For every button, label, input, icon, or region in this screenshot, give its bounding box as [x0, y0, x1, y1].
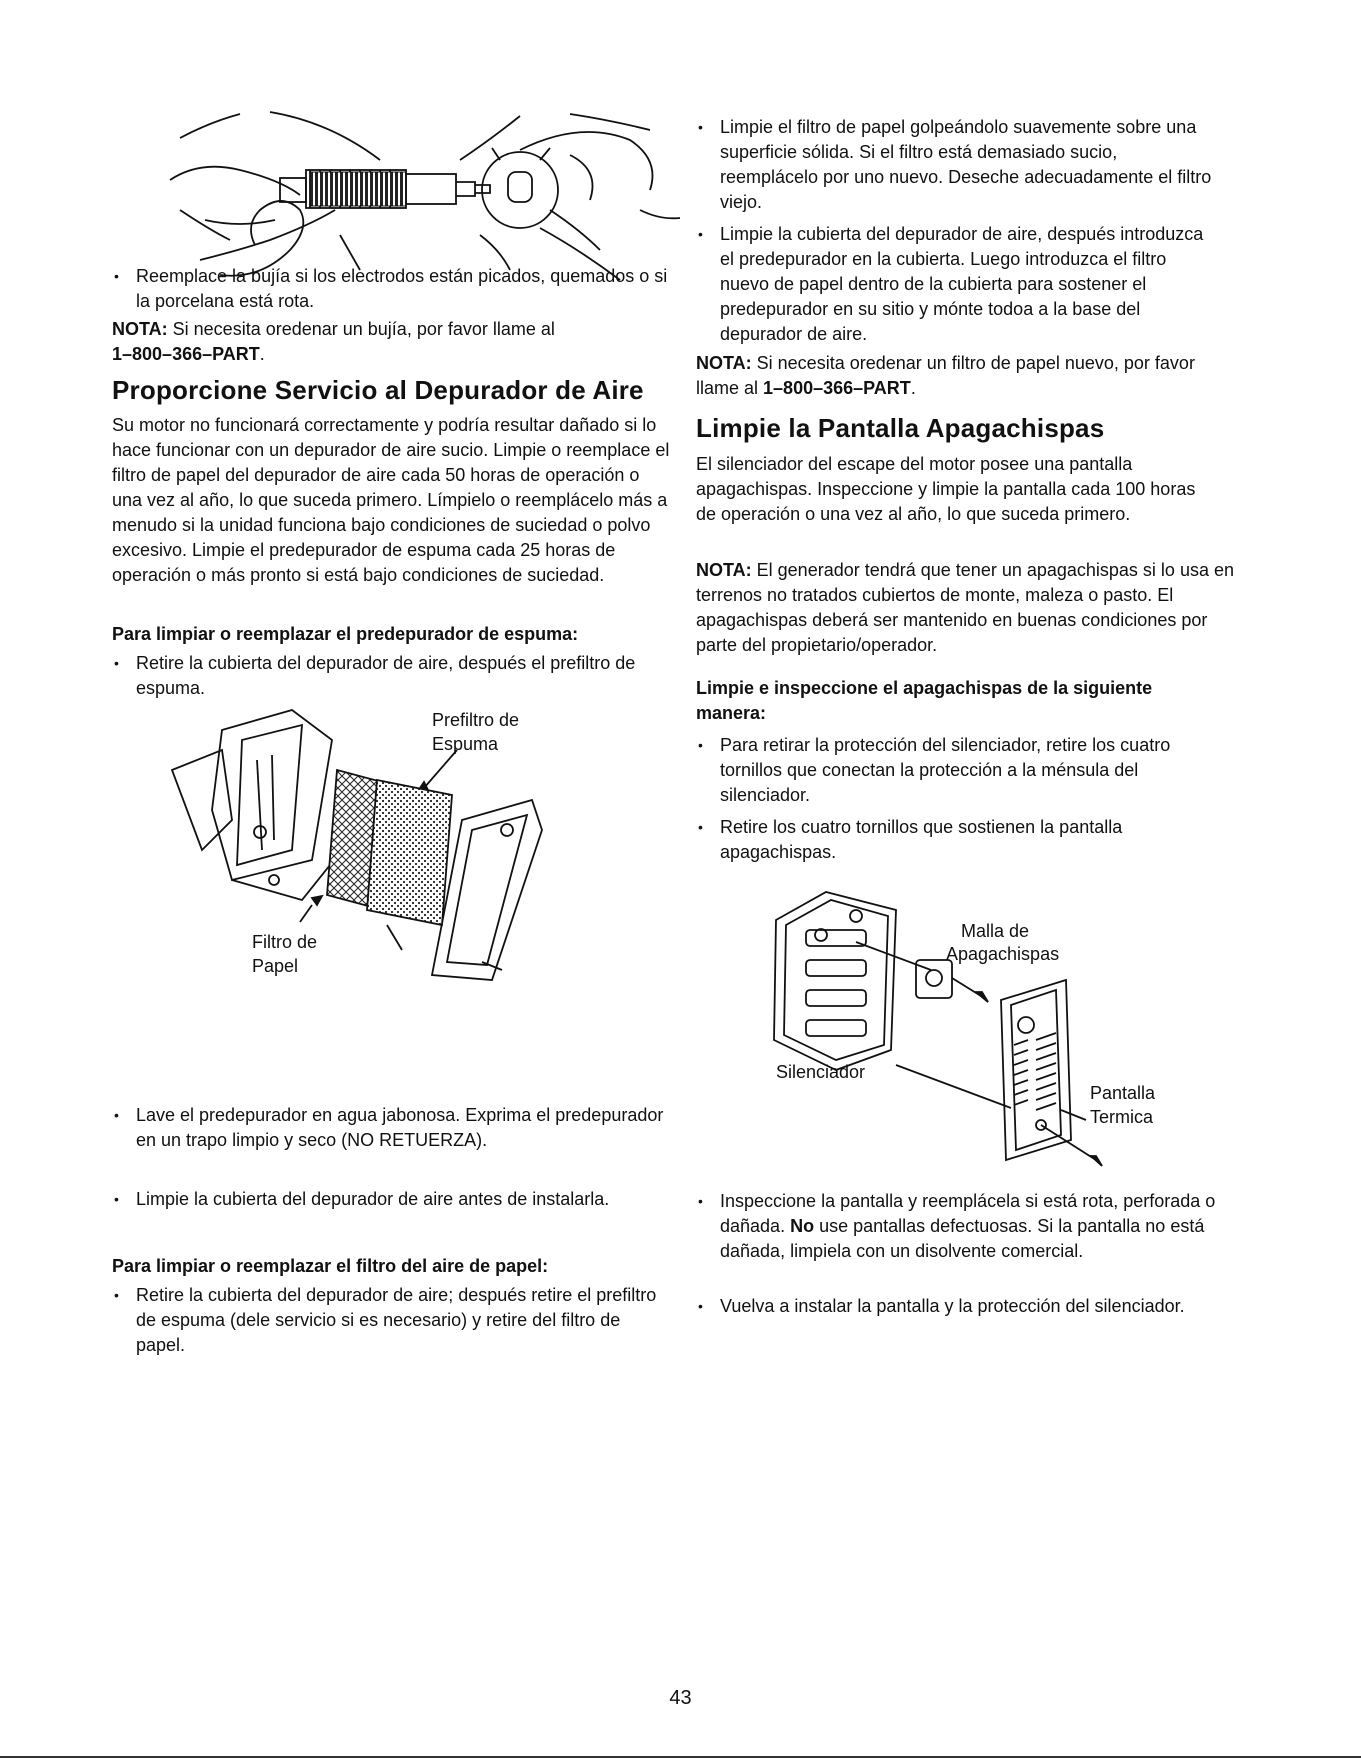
inspect-text-a: Inspeccione la pantalla y reemplácela si está rota, perforada o dañada.: [720, 1191, 1216, 1236]
nota-end: .: [910, 378, 916, 398]
wash-prefilter-bullet: • Lave el predepurador en agua jabonosa. Exprima el predepurador en un trapo limpio y seco (NO RETUERZA).: [112, 1103, 672, 1153]
label-filtro-1: Filtro de: [252, 932, 318, 952]
nota-spark-plug: [112, 317, 672, 367]
phone-number: 1–800–366–PART: [763, 378, 911, 398]
clean-cover-bullet: • Limpie la cubierta del depurador de aire antes de instalarla.: [112, 1187, 672, 1212]
remove-cover-bullet: • Retire la cubierta del depurador de aire, después el prefiltro de espuma.: [112, 651, 672, 701]
inspect-text-b: use pantallas defectuosas. Si la pantalla no está dañada, limpiela con un disolvente comercial.: [720, 1216, 1205, 1261]
phone-number: 1–800–366–PART: [112, 344, 260, 364]
spark-arrester-subheading: Limpie e inspeccione el apagachispas de la siguiente manera:: [696, 678, 1153, 723]
label-malla-2: Apagachispas: [946, 944, 1060, 964]
label-prefiltro-1: Prefiltro de: [432, 710, 520, 730]
air-cleaner-intro: Su motor no funcionará correctamente y podría resultar dañado si lo hace funcionar con un depurador de aire sucio. Limpie o reemplace el filtro de papel del depurador de aire cada 50 horas de operación o una vez al año, lo que suceda primero. Límpielo o reemplácelo más a menudo si la unidad funciona bajo condiciones de suciedad o polvo excesivo. Limpie el predepurador de espuma cada 25 horas de operación o más pronto si está bajo condiciones de suciedad.: [112, 415, 670, 585]
nota-text: Si necesita oredenar un bujía, por favor llame al: [167, 319, 555, 339]
page-number: 43: [669, 1687, 692, 1709]
label-pantalla-1: Pantalla: [1090, 1083, 1156, 1103]
label-filtro-2: Papel: [252, 956, 299, 976]
nota-generator: [696, 558, 1236, 658]
reinstall-bullet: • Vuelva a instalar la pantalla y la protección del silenciador.: [696, 1294, 1216, 1319]
inspect-screen-bullet: [696, 1189, 1236, 1264]
spark-arrester-heading: Limpie la Pantalla Apagachispas: [696, 413, 1105, 443]
nota-paper-filter: [696, 351, 1216, 401]
air-cleaner-heading: Proporcione Servicio al Depurador de Aire: [112, 375, 644, 405]
inspect-no-bold: No: [790, 1216, 815, 1236]
nota-end: .: [259, 344, 265, 364]
spark-arrester-intro: El silenciador del escape del motor posee una pantalla apagachispas. Inspeccione y limpie la pantalla cada 100 horas de operación o una vez al año, lo que suceda primero.: [696, 454, 1196, 524]
paper-filter-subheading: Para limpiar o reemplazar el filtro del aire de papel:: [112, 1256, 549, 1276]
reassemble-bullet: • Limpie la cubierta del depurador de aire, después introduzca el predepurador en la cubierta. Luego introduzca el filtro nuevo de papel dentro de la cubierta para sostener el predepurador en su sitio y mónte todoa a la base del depurador de aire.: [696, 222, 1216, 347]
air-cleaner-illustration: [162, 700, 642, 990]
nota-label: NOTA:: [696, 560, 752, 580]
remove-screws-bullet: • Retire los cuatro tornillos que sostienen la pantalla apagachispas.: [696, 815, 1216, 865]
label-prefiltro-2: Espuma: [432, 734, 499, 754]
foam-subheading: Para limpiar o reemplazar el predepurador de espuma:: [112, 624, 579, 644]
remove-shield-bullet: • Para retirar la protección del silenciador, retire los cuatro tornillos que conectan la protección a la ménsula del silenciador.: [696, 733, 1216, 808]
tap-filter-bullet: • Limpie el filtro de papel golpeándolo suavemente sobre una superficie sólida. Si el filtro está demasiado sucio, reemplácelo por uno nuevo. Deseche adecuadamente el filtro viejo.: [696, 115, 1216, 215]
label-malla-1: Malla de: [961, 921, 1030, 941]
muffler-illustration: [756, 880, 1216, 1180]
nota-label: NOTA:: [112, 319, 168, 339]
nota-label: NOTA:: [696, 353, 752, 373]
nota-text: Si necesita oredenar un filtro de papel nuevo, por favor llame al: [696, 353, 1195, 398]
remove-paper-filter-bullet: • Retire la cubierta del depurador de aire; después retire el prefiltro de espuma (dele servicio si es necesario) y retire del filtro de papel.: [112, 1283, 672, 1358]
label-pantalla-2: Termica: [1090, 1107, 1154, 1127]
spark-plug-bullet: • Reemplace la bujía si los electrodos están picados, quemados o si la porcelana está rota.: [112, 264, 672, 314]
nota-text: El generador tendrá que tener un apagachispas si lo usa en terrenos no tratados cubiertos de monte, maleza o pasto. El apagachispas deberá ser mantenido en buenas condiciones por parte del propietario/operador.: [696, 560, 1234, 655]
bottom-rule: [0, 1756, 1361, 1758]
label-silenciador: Silenciador: [776, 1062, 866, 1082]
